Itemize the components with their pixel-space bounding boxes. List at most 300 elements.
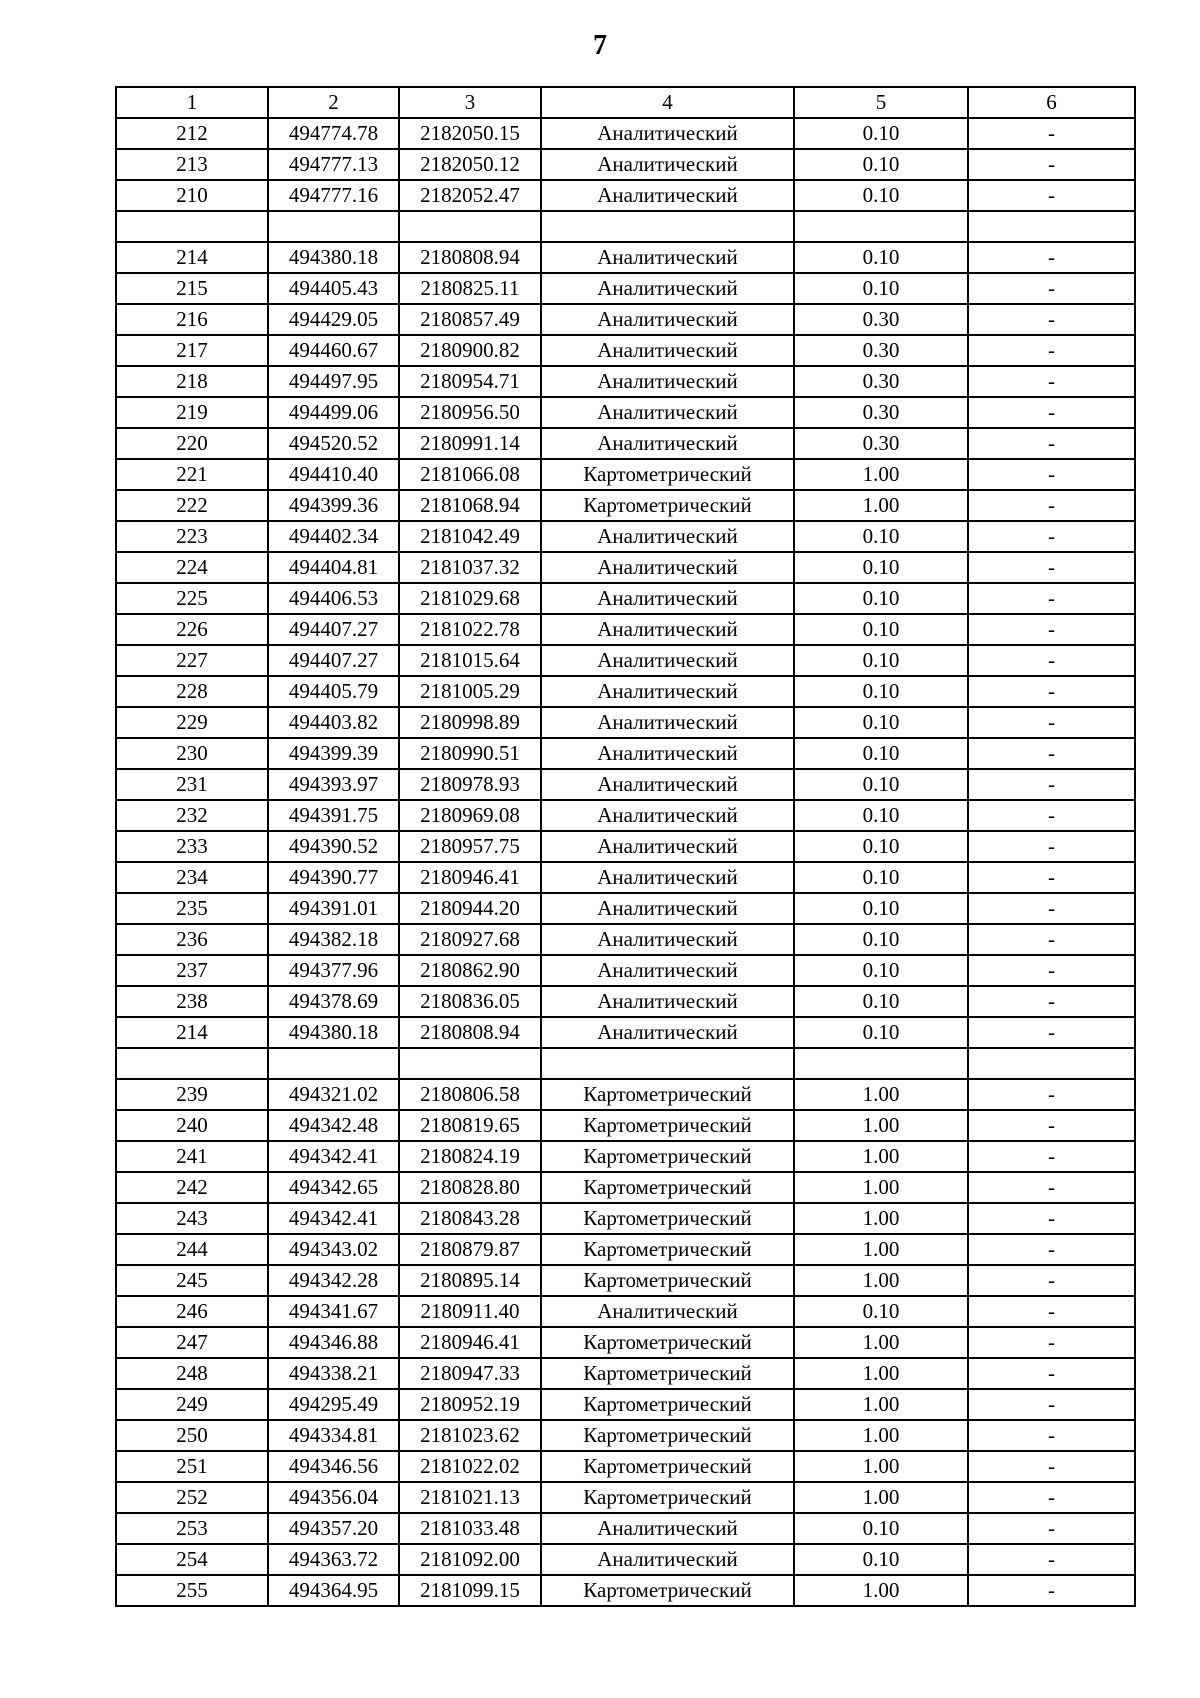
- table-row: [116, 459, 1135, 490]
- table-row: [116, 1513, 1135, 1544]
- y-coordinate-cell: 2181092.00: [399, 1544, 541, 1575]
- point-number-cell: 237: [116, 955, 268, 986]
- point-number-cell: 218: [116, 366, 268, 397]
- note-cell: -: [968, 459, 1135, 490]
- method-cell: Картометрический: [541, 1358, 794, 1389]
- accuracy-cell: 0.10: [794, 1544, 968, 1575]
- point-number-cell: 213: [116, 149, 268, 180]
- y-coordinate-cell: 2180819.65: [399, 1110, 541, 1141]
- table-row: [116, 1451, 1135, 1482]
- table-row: [116, 1141, 1135, 1172]
- coordinates-table: [115, 86, 1136, 1607]
- point-number-cell: 222: [116, 490, 268, 521]
- table-row: [116, 1544, 1135, 1575]
- y-coordinate-cell: 2180808.94: [399, 1017, 541, 1048]
- method-cell: Аналитический: [541, 273, 794, 304]
- point-number-cell: 244: [116, 1234, 268, 1265]
- method-cell: [541, 1048, 794, 1079]
- accuracy-cell: 0.10: [794, 1296, 968, 1327]
- x-coordinate-cell: 494342.41: [268, 1141, 399, 1172]
- accuracy-cell: 0.10: [794, 924, 968, 955]
- method-cell: Аналитический: [541, 707, 794, 738]
- y-coordinate-cell: 2180991.14: [399, 428, 541, 459]
- table-row: [116, 1296, 1135, 1327]
- accuracy-cell: 0.10: [794, 180, 968, 211]
- accuracy-cell: 0.30: [794, 397, 968, 428]
- x-coordinate-cell: 494380.18: [268, 1017, 399, 1048]
- y-coordinate-cell: 2180862.90: [399, 955, 541, 986]
- x-coordinate-cell: 494391.01: [268, 893, 399, 924]
- y-coordinate-cell: 2180900.82: [399, 335, 541, 366]
- accuracy-cell: 0.10: [794, 242, 968, 273]
- note-cell: -: [968, 1451, 1135, 1482]
- table-row: [116, 1203, 1135, 1234]
- y-coordinate-cell: 2180954.71: [399, 366, 541, 397]
- point-number-cell: 234: [116, 862, 268, 893]
- y-coordinate-cell: 2182050.12: [399, 149, 541, 180]
- point-number-cell: 220: [116, 428, 268, 459]
- x-coordinate-cell: 494363.72: [268, 1544, 399, 1575]
- y-coordinate-cell: 2180952.19: [399, 1389, 541, 1420]
- x-coordinate-cell: 494403.82: [268, 707, 399, 738]
- x-coordinate-cell: [268, 211, 399, 242]
- method-cell: Аналитический: [541, 1544, 794, 1575]
- method-cell: Аналитический: [541, 521, 794, 552]
- table-row: [116, 800, 1135, 831]
- x-coordinate-cell: 494391.75: [268, 800, 399, 831]
- table-row: [116, 273, 1135, 304]
- y-coordinate-cell: 2181015.64: [399, 645, 541, 676]
- method-cell: [541, 211, 794, 242]
- note-cell: -: [968, 1513, 1135, 1544]
- table-row: [116, 676, 1135, 707]
- note-cell: -: [968, 769, 1135, 800]
- accuracy-cell: 1.00: [794, 1389, 968, 1420]
- note-cell: -: [968, 521, 1135, 552]
- table-row: [116, 242, 1135, 273]
- method-cell: Аналитический: [541, 986, 794, 1017]
- method-cell: Картометрический: [541, 1172, 794, 1203]
- y-coordinate-cell: 2182052.47: [399, 180, 541, 211]
- x-coordinate-cell: 494321.02: [268, 1079, 399, 1110]
- accuracy-cell: 1.00: [794, 1141, 968, 1172]
- method-cell: Аналитический: [541, 738, 794, 769]
- note-cell: [968, 211, 1135, 242]
- table-row: [116, 893, 1135, 924]
- x-coordinate-cell: 494399.39: [268, 738, 399, 769]
- method-cell: Аналитический: [541, 366, 794, 397]
- x-coordinate-cell: 494499.06: [268, 397, 399, 428]
- note-cell: -: [968, 366, 1135, 397]
- note-cell: -: [968, 676, 1135, 707]
- x-coordinate-cell: 494407.27: [268, 645, 399, 676]
- x-coordinate-cell: 494378.69: [268, 986, 399, 1017]
- note-cell: -: [968, 335, 1135, 366]
- note-cell: -: [968, 831, 1135, 862]
- x-coordinate-cell: 494342.48: [268, 1110, 399, 1141]
- accuracy-cell: 0.10: [794, 583, 968, 614]
- x-coordinate-cell: 494410.40: [268, 459, 399, 490]
- method-cell: Картометрический: [541, 1234, 794, 1265]
- note-cell: -: [968, 242, 1135, 273]
- x-coordinate-cell: 494407.27: [268, 614, 399, 645]
- accuracy-cell: [794, 211, 968, 242]
- y-coordinate-cell: 2180990.51: [399, 738, 541, 769]
- point-number-cell: 210: [116, 180, 268, 211]
- table-row: [116, 552, 1135, 583]
- accuracy-cell: [794, 1048, 968, 1079]
- accuracy-cell: 0.10: [794, 831, 968, 862]
- x-coordinate-cell: 494341.67: [268, 1296, 399, 1327]
- note-cell: -: [968, 583, 1135, 614]
- point-number-cell: 253: [116, 1513, 268, 1544]
- note-cell: -: [968, 1079, 1135, 1110]
- accuracy-cell: 0.10: [794, 521, 968, 552]
- table-row: [116, 366, 1135, 397]
- method-cell: Картометрический: [541, 1389, 794, 1420]
- point-number-cell: 214: [116, 242, 268, 273]
- point-number-cell: 245: [116, 1265, 268, 1296]
- table-row: [116, 707, 1135, 738]
- y-coordinate-cell: 2180857.49: [399, 304, 541, 335]
- table-row: [116, 1234, 1135, 1265]
- point-number-cell: 243: [116, 1203, 268, 1234]
- table-row: [116, 1048, 1135, 1079]
- point-number-cell: 235: [116, 893, 268, 924]
- table-row: [116, 831, 1135, 862]
- x-coordinate-cell: 494405.43: [268, 273, 399, 304]
- table-row: [116, 645, 1135, 676]
- table-row: [116, 1265, 1135, 1296]
- accuracy-cell: 1.00: [794, 459, 968, 490]
- y-coordinate-cell: 2181022.78: [399, 614, 541, 645]
- y-coordinate-cell: 2181022.02: [399, 1451, 541, 1482]
- accuracy-cell: 0.10: [794, 955, 968, 986]
- table-row: [116, 1482, 1135, 1513]
- accuracy-cell: 0.10: [794, 893, 968, 924]
- table-row: [116, 397, 1135, 428]
- y-coordinate-cell: 2181042.49: [399, 521, 541, 552]
- point-number-cell: 212: [116, 118, 268, 149]
- accuracy-cell: 1.00: [794, 1327, 968, 1358]
- method-cell: Картометрический: [541, 1327, 794, 1358]
- y-coordinate-cell: 2180828.80: [399, 1172, 541, 1203]
- x-coordinate-cell: 494429.05: [268, 304, 399, 335]
- table-row: [116, 521, 1135, 552]
- y-coordinate-cell: 2180836.05: [399, 986, 541, 1017]
- x-coordinate-cell: 494377.96: [268, 955, 399, 986]
- point-number-cell: 216: [116, 304, 268, 335]
- accuracy-cell: 1.00: [794, 1575, 968, 1606]
- accuracy-cell: 0.30: [794, 428, 968, 459]
- y-coordinate-cell: [399, 211, 541, 242]
- point-number-cell: 229: [116, 707, 268, 738]
- method-cell: Аналитический: [541, 955, 794, 986]
- x-coordinate-cell: 494382.18: [268, 924, 399, 955]
- accuracy-cell: 0.30: [794, 304, 968, 335]
- method-cell: Картометрический: [541, 1575, 794, 1606]
- table-row: [116, 1017, 1135, 1048]
- y-coordinate-cell: 2182050.15: [399, 118, 541, 149]
- x-coordinate-cell: 494460.67: [268, 335, 399, 366]
- note-cell: -: [968, 552, 1135, 583]
- note-cell: -: [968, 645, 1135, 676]
- accuracy-cell: 1.00: [794, 1172, 968, 1203]
- point-number-cell: 231: [116, 769, 268, 800]
- table-row: [116, 304, 1135, 335]
- page-number: 7: [593, 30, 607, 61]
- y-coordinate-cell: 2180806.58: [399, 1079, 541, 1110]
- x-coordinate-cell: 494404.81: [268, 552, 399, 583]
- table-row: [116, 335, 1135, 366]
- method-cell: Картометрический: [541, 1451, 794, 1482]
- table-row: [116, 1575, 1135, 1606]
- table-row: [116, 1420, 1135, 1451]
- note-cell: -: [968, 738, 1135, 769]
- note-cell: -: [968, 1389, 1135, 1420]
- point-number-cell: 241: [116, 1141, 268, 1172]
- y-coordinate-cell: 2180957.75: [399, 831, 541, 862]
- y-coordinate-cell: 2181066.08: [399, 459, 541, 490]
- method-cell: Картометрический: [541, 1265, 794, 1296]
- y-coordinate-cell: 2180944.20: [399, 893, 541, 924]
- column-header-3: 3: [399, 87, 541, 118]
- accuracy-cell: 0.10: [794, 614, 968, 645]
- note-cell: -: [968, 397, 1135, 428]
- point-number-cell: 224: [116, 552, 268, 583]
- point-number-cell: 240: [116, 1110, 268, 1141]
- method-cell: Аналитический: [541, 676, 794, 707]
- note-cell: -: [968, 149, 1135, 180]
- method-cell: Аналитический: [541, 831, 794, 862]
- point-number-cell: [116, 211, 268, 242]
- x-coordinate-cell: 494390.52: [268, 831, 399, 862]
- y-coordinate-cell: 2181033.48: [399, 1513, 541, 1544]
- point-number-cell: 254: [116, 1544, 268, 1575]
- y-coordinate-cell: 2180969.08: [399, 800, 541, 831]
- method-cell: Картометрический: [541, 490, 794, 521]
- method-cell: Картометрический: [541, 1420, 794, 1451]
- point-number-cell: 227: [116, 645, 268, 676]
- method-cell: Аналитический: [541, 1513, 794, 1544]
- method-cell: Аналитический: [541, 645, 794, 676]
- accuracy-cell: 0.30: [794, 366, 968, 397]
- accuracy-cell: 1.00: [794, 1482, 968, 1513]
- y-coordinate-cell: 2180946.41: [399, 862, 541, 893]
- table-row: [116, 211, 1135, 242]
- method-cell: Аналитический: [541, 242, 794, 273]
- table-row: [116, 428, 1135, 459]
- y-coordinate-cell: 2180824.19: [399, 1141, 541, 1172]
- accuracy-cell: 0.10: [794, 707, 968, 738]
- column-header-1: 1: [116, 87, 268, 118]
- note-cell: -: [968, 1482, 1135, 1513]
- y-coordinate-cell: 2180956.50: [399, 397, 541, 428]
- x-coordinate-cell: 494405.79: [268, 676, 399, 707]
- method-cell: Аналитический: [541, 769, 794, 800]
- table-header: [116, 87, 1135, 118]
- note-cell: -: [968, 955, 1135, 986]
- accuracy-cell: 0.10: [794, 552, 968, 583]
- method-cell: Аналитический: [541, 149, 794, 180]
- method-cell: Аналитический: [541, 428, 794, 459]
- note-cell: -: [968, 1358, 1135, 1389]
- y-coordinate-cell: 2180927.68: [399, 924, 541, 955]
- method-cell: Аналитический: [541, 304, 794, 335]
- table-row: [116, 986, 1135, 1017]
- table-row: [116, 149, 1135, 180]
- accuracy-cell: 1.00: [794, 1234, 968, 1265]
- y-coordinate-cell: 2181005.29: [399, 676, 541, 707]
- table-row: [116, 180, 1135, 211]
- x-coordinate-cell: 494774.78: [268, 118, 399, 149]
- note-cell: -: [968, 800, 1135, 831]
- y-coordinate-cell: 2180843.28: [399, 1203, 541, 1234]
- note-cell: -: [968, 924, 1135, 955]
- y-coordinate-cell: 2180946.41: [399, 1327, 541, 1358]
- point-number-cell: 236: [116, 924, 268, 955]
- note-cell: -: [968, 614, 1135, 645]
- x-coordinate-cell: 494364.95: [268, 1575, 399, 1606]
- note-cell: -: [968, 180, 1135, 211]
- method-cell: Картометрический: [541, 459, 794, 490]
- method-cell: Картометрический: [541, 1110, 794, 1141]
- accuracy-cell: 0.10: [794, 1513, 968, 1544]
- accuracy-cell: 0.10: [794, 118, 968, 149]
- point-number-cell: [116, 1048, 268, 1079]
- note-cell: -: [968, 862, 1135, 893]
- method-cell: Картометрический: [541, 1482, 794, 1513]
- method-cell: Аналитический: [541, 800, 794, 831]
- x-coordinate-cell: 494357.20: [268, 1513, 399, 1544]
- method-cell: Аналитический: [541, 893, 794, 924]
- x-coordinate-cell: 494777.13: [268, 149, 399, 180]
- point-number-cell: 242: [116, 1172, 268, 1203]
- y-coordinate-cell: 2181068.94: [399, 490, 541, 521]
- note-cell: -: [968, 428, 1135, 459]
- note-cell: -: [968, 1110, 1135, 1141]
- method-cell: Аналитический: [541, 614, 794, 645]
- method-cell: Аналитический: [541, 1017, 794, 1048]
- x-coordinate-cell: 494346.88: [268, 1327, 399, 1358]
- table-body: [116, 118, 1135, 1606]
- point-number-cell: 252: [116, 1482, 268, 1513]
- x-coordinate-cell: [268, 1048, 399, 1079]
- accuracy-cell: 0.10: [794, 676, 968, 707]
- point-number-cell: 230: [116, 738, 268, 769]
- x-coordinate-cell: 494497.95: [268, 366, 399, 397]
- note-cell: -: [968, 1203, 1135, 1234]
- table-row: [116, 1358, 1135, 1389]
- x-coordinate-cell: 494342.65: [268, 1172, 399, 1203]
- note-cell: -: [968, 490, 1135, 521]
- accuracy-cell: 0.30: [794, 335, 968, 366]
- table-row: [116, 118, 1135, 149]
- x-coordinate-cell: 494334.81: [268, 1420, 399, 1451]
- note-cell: -: [968, 893, 1135, 924]
- table-row: [116, 1079, 1135, 1110]
- x-coordinate-cell: 494380.18: [268, 242, 399, 273]
- x-coordinate-cell: 494346.56: [268, 1451, 399, 1482]
- method-cell: Картометрический: [541, 1203, 794, 1234]
- method-cell: Картометрический: [541, 1141, 794, 1172]
- y-coordinate-cell: 2180911.40: [399, 1296, 541, 1327]
- accuracy-cell: 1.00: [794, 1079, 968, 1110]
- note-cell: -: [968, 986, 1135, 1017]
- point-number-cell: 223: [116, 521, 268, 552]
- y-coordinate-cell: 2180825.11: [399, 273, 541, 304]
- note-cell: -: [968, 1172, 1135, 1203]
- accuracy-cell: 1.00: [794, 490, 968, 521]
- column-header-6: 6: [968, 87, 1135, 118]
- point-number-cell: 255: [116, 1575, 268, 1606]
- note-cell: -: [968, 1544, 1135, 1575]
- point-number-cell: 215: [116, 273, 268, 304]
- point-number-cell: 219: [116, 397, 268, 428]
- point-number-cell: 214: [116, 1017, 268, 1048]
- table-row: [116, 1389, 1135, 1420]
- method-cell: Аналитический: [541, 180, 794, 211]
- y-coordinate-cell: 2181029.68: [399, 583, 541, 614]
- note-cell: -: [968, 1017, 1135, 1048]
- method-cell: Аналитический: [541, 397, 794, 428]
- point-number-cell: 246: [116, 1296, 268, 1327]
- x-coordinate-cell: 494342.28: [268, 1265, 399, 1296]
- table-row: [116, 614, 1135, 645]
- point-number-cell: 233: [116, 831, 268, 862]
- column-header-2: 2: [268, 87, 399, 118]
- accuracy-cell: 0.10: [794, 986, 968, 1017]
- point-number-cell: 228: [116, 676, 268, 707]
- table-row: [116, 955, 1135, 986]
- point-number-cell: 226: [116, 614, 268, 645]
- accuracy-cell: 1.00: [794, 1358, 968, 1389]
- table-row: [116, 862, 1135, 893]
- table-row: [116, 738, 1135, 769]
- point-number-cell: 217: [116, 335, 268, 366]
- x-coordinate-cell: 494399.36: [268, 490, 399, 521]
- accuracy-cell: 0.10: [794, 273, 968, 304]
- point-number-cell: 239: [116, 1079, 268, 1110]
- method-cell: Аналитический: [541, 335, 794, 366]
- accuracy-cell: 0.10: [794, 800, 968, 831]
- point-number-cell: 247: [116, 1327, 268, 1358]
- point-number-cell: 248: [116, 1358, 268, 1389]
- table-row: [116, 1327, 1135, 1358]
- accuracy-cell: 0.10: [794, 149, 968, 180]
- note-cell: -: [968, 1327, 1135, 1358]
- accuracy-cell: 0.10: [794, 738, 968, 769]
- point-number-cell: 249: [116, 1389, 268, 1420]
- method-cell: Аналитический: [541, 552, 794, 583]
- method-cell: Аналитический: [541, 862, 794, 893]
- x-coordinate-cell: 494520.52: [268, 428, 399, 459]
- y-coordinate-cell: 2180978.93: [399, 769, 541, 800]
- x-coordinate-cell: 494777.16: [268, 180, 399, 211]
- method-cell: Аналитический: [541, 583, 794, 614]
- accuracy-cell: 1.00: [794, 1451, 968, 1482]
- y-coordinate-cell: 2180947.33: [399, 1358, 541, 1389]
- accuracy-cell: 1.00: [794, 1420, 968, 1451]
- accuracy-cell: 1.00: [794, 1110, 968, 1141]
- accuracy-cell: 0.10: [794, 1017, 968, 1048]
- accuracy-cell: 1.00: [794, 1203, 968, 1234]
- table-row: [116, 583, 1135, 614]
- point-number-cell: 225: [116, 583, 268, 614]
- note-cell: -: [968, 1265, 1135, 1296]
- note-cell: [968, 1048, 1135, 1079]
- y-coordinate-cell: 2181099.15: [399, 1575, 541, 1606]
